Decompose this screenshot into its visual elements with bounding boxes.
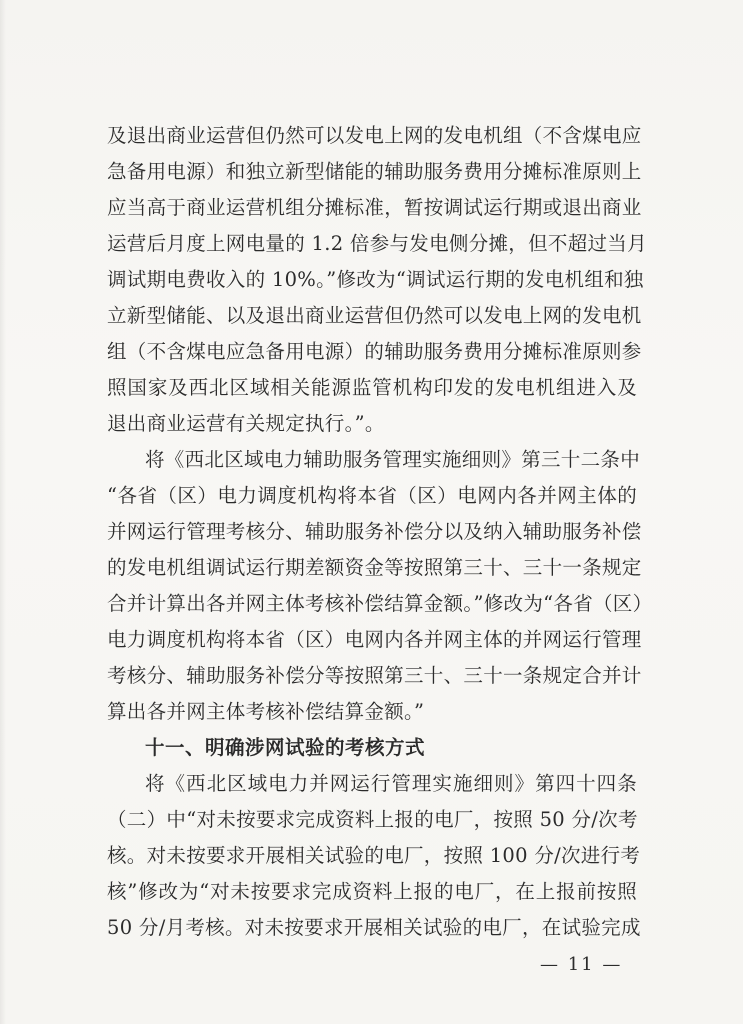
paragraph-first-line: 将《西北区域电力辅助服务管理实施细则》第三十二条中 xyxy=(145,448,641,471)
body-line: 组（不含煤电应急备用电源）的辅助服务费用分摊标准原则参 xyxy=(107,340,642,363)
body-line: 调试期电费收入的 10%。”修改为“调试运行期的发电机组和独 xyxy=(107,268,644,291)
body-line: 退出商业运营有关规定执行。”。 xyxy=(107,412,385,435)
section-heading: 十一、明确涉网试验的考核方式 xyxy=(145,736,426,759)
body-line: 考核分、辅助服务补偿分等按照第三十、三十一条规定合并计 xyxy=(107,664,642,687)
body-line: 并网运行管理考核分、辅助服务补偿分以及纳入辅助服务补偿 xyxy=(107,520,642,543)
body-line: 立新型储能、以及退出商业运营但仍然可以发电上网的发电机 xyxy=(107,304,642,327)
body-line: “各省（区）电力调度机构将本省（区）电网内各并网主体的 xyxy=(107,484,637,507)
body-line: 50 分/月考核。对未按要求开展相关试验的电厂，在试验完成 xyxy=(107,916,641,939)
body-line: 急备用电源）和独立新型储能的辅助服务费用分摊标准原则上 xyxy=(107,160,642,183)
body-line: 核”修改为“对未按要求完成资料上报的电厂，在上报前按照 xyxy=(107,880,637,903)
body-line: 及退出商业运营但仍然可以发电上网的发电机组（不含煤电应 xyxy=(107,124,642,147)
paragraph-first-line: 将《西北区域电力并网运行管理实施细则》第四十四条 xyxy=(145,772,637,795)
body-line: 算出各并网主体考核补偿结算金额。” xyxy=(107,700,425,723)
body-line: 应当高于商业运营机组分摊标准，暂按调试运行期或退出商业 xyxy=(107,196,642,219)
body-line: 核。对未按要求开展相关试验的电厂，按照 100 分/次进行考 xyxy=(107,844,641,867)
body-line: （二）中“对未按要求完成资料上报的电厂，按照 50 分/次考 xyxy=(107,808,638,831)
body-line: 的发电机组调试运行期差额资金等按照第三十、三十一条规定 xyxy=(107,556,642,579)
page-number: — 11 — xyxy=(540,954,623,975)
body-line: 照国家及西北区域相关能源监管机构印发的发电机组进入及 xyxy=(107,376,637,399)
body-line: 合并计算出各并网主体考核补偿结算金额。”修改为“各省（区） xyxy=(107,592,653,615)
body-line: 运营后月度上网电量的 1.2 倍参与发电侧分摊，但不超过当月 xyxy=(107,232,647,255)
scan-edge-shadow xyxy=(0,0,6,1024)
body-line: 电力调度机构将本省（区）电网内各并网主体的并网运行管理 xyxy=(107,628,642,651)
